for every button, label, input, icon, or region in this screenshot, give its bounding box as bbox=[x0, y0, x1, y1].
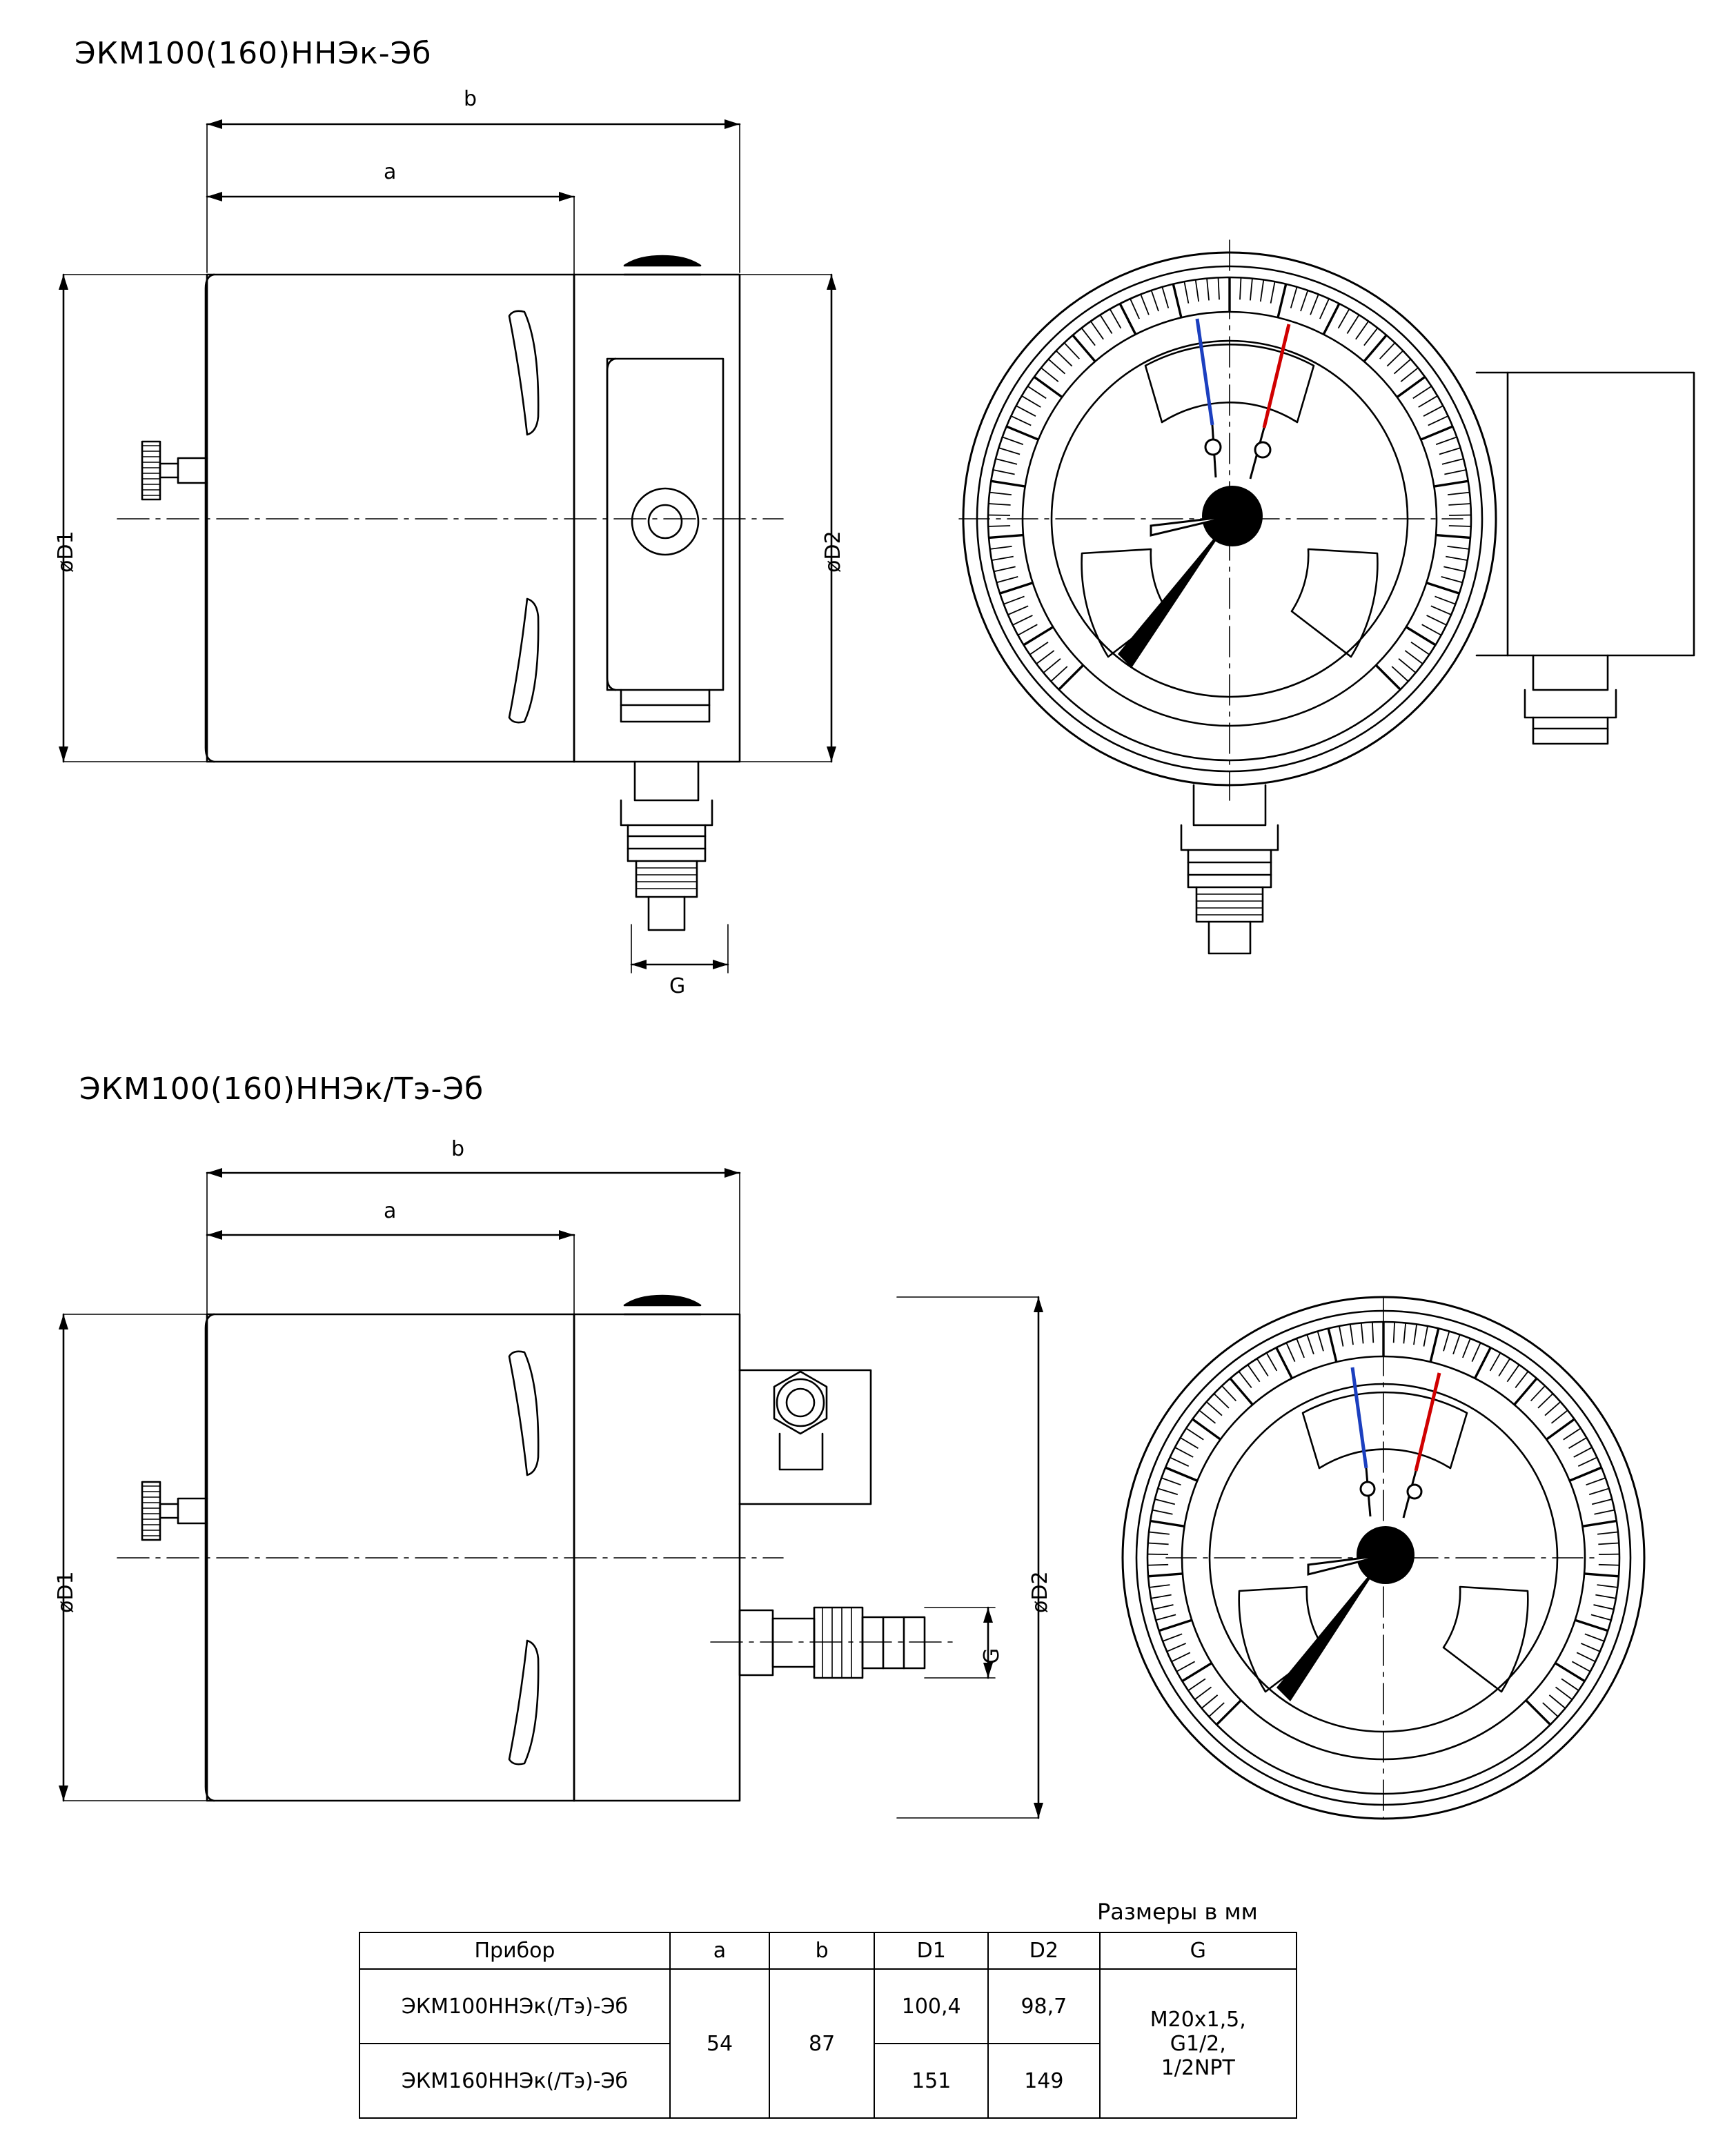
cell-b: 87 bbox=[769, 1969, 874, 2118]
cell-a: 54 bbox=[670, 1969, 769, 2118]
cell-d2-100: 98,7 bbox=[988, 1969, 1099, 2044]
col-a: a bbox=[670, 1932, 769, 1969]
dim-label-d2-top: øD2 bbox=[821, 531, 845, 573]
g-line-1: M20х1,5, bbox=[1150, 2007, 1246, 2032]
table-header-row bbox=[359, 1932, 1297, 1969]
title-top: ЭКМ100(160)ННЭк-Эб bbox=[75, 36, 432, 71]
cell-device-100: ЭКМ100ННЭк(/Тэ)-Эб bbox=[359, 1969, 670, 2044]
dimensions-table bbox=[359, 1932, 1297, 2119]
cell-g bbox=[1100, 1969, 1297, 2118]
dim-label-a-top: a bbox=[384, 160, 397, 184]
cell-d1-160: 151 bbox=[874, 2044, 988, 2118]
col-b: b bbox=[769, 1932, 874, 1969]
dim-label-g-top: G bbox=[669, 974, 686, 998]
dim-label-g-bottom: G bbox=[980, 1648, 1004, 1664]
dim-label-d1-bottom: øD1 bbox=[54, 1571, 78, 1613]
col-device: Прибор bbox=[359, 1932, 670, 1969]
g-line-3: 1/2NPT bbox=[1161, 2055, 1235, 2080]
dim-label-b-top: b bbox=[464, 87, 477, 111]
title-bottom: ЭКМ100(160)ННЭк/Тэ-Эб bbox=[79, 1071, 484, 1107]
col-d2: D2 bbox=[988, 1932, 1099, 1969]
table-row bbox=[359, 1969, 1297, 2044]
col-d1: D1 bbox=[874, 1932, 988, 1969]
dim-label-d2-bottom: øD2 bbox=[1028, 1571, 1052, 1613]
dim-label-d1-top: øD1 bbox=[54, 531, 78, 573]
units-note: Размеры в мм bbox=[1097, 1899, 1258, 1925]
cell-d1-100: 100,4 bbox=[874, 1969, 988, 2044]
dim-label-a-bottom: a bbox=[384, 1199, 397, 1223]
col-g: G bbox=[1100, 1932, 1297, 1969]
g-line-2: G1/2, bbox=[1170, 2031, 1226, 2056]
dim-label-b-bottom: b bbox=[451, 1137, 465, 1161]
cell-device-160: ЭКМ160ННЭк(/Тэ)-Эб bbox=[359, 2044, 670, 2118]
cell-d2-160: 149 bbox=[988, 2044, 1099, 2118]
